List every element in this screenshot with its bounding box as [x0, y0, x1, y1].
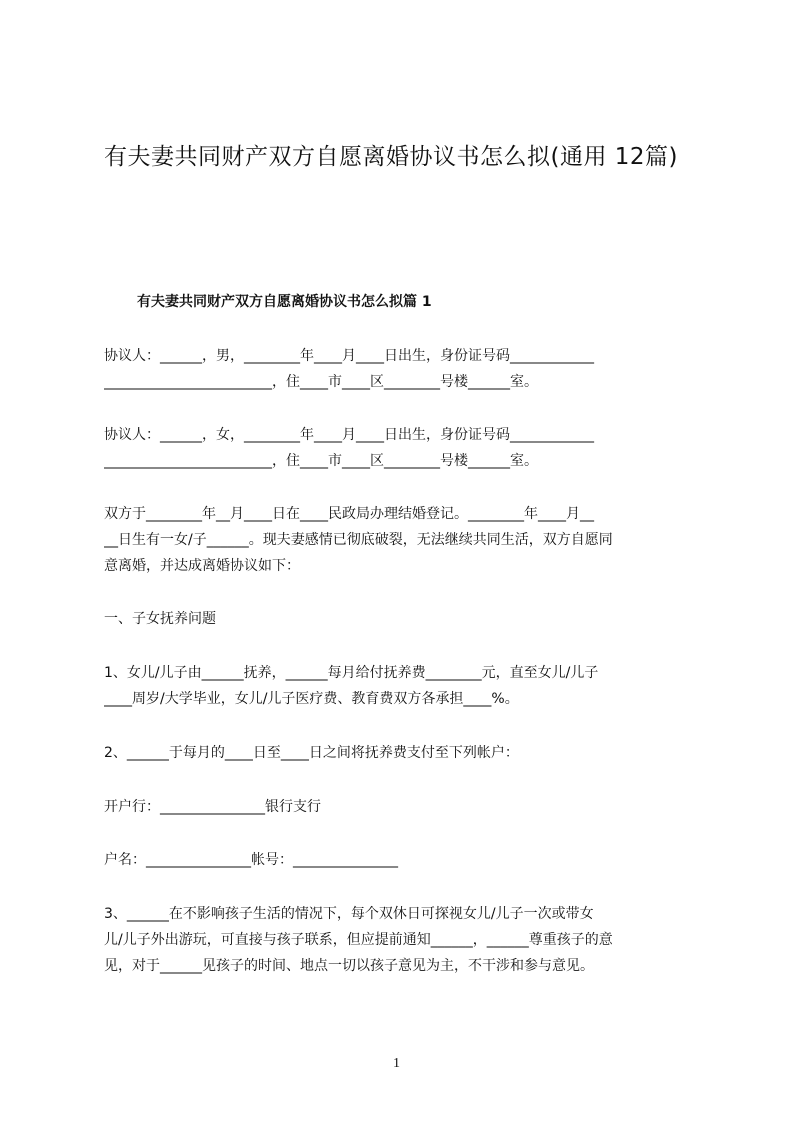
- paragraph-line: 见，对于______见孩子的时间、地点一切以孩子意见为主，不干涉和参与意见。: [104, 958, 594, 974]
- paragraph-line: 3、______在不影响孩子生活的情况下，每个双休日可探视女儿/儿子一次或带女: [104, 906, 594, 922]
- paragraph-line: ________________________，住____市____区________号楼______室。: [104, 453, 538, 469]
- paragraph-line: __日生有一女/子______。现夫妻感情已彻底破裂，无法继续共同生活，双方自愿同: [104, 532, 613, 548]
- paragraph-child-support-heading: [104, 606, 704, 632]
- paragraph-account-info: [104, 847, 704, 873]
- section-heading: 有夫妻共同财产双方自愿离婚协议书怎么拟篇 1: [137, 294, 432, 310]
- paragraph-marriage-info: [104, 501, 704, 579]
- paragraph-line: 双方于________年__月____日在____民政局办理结婚登记。________年____月__: [104, 506, 594, 522]
- paragraph-line: ________________________，住____市____区________号楼______室。: [104, 374, 538, 390]
- paragraph-clause-2: [104, 740, 704, 766]
- paragraph-line: 意离婚，并达成离婚协议如下：: [104, 558, 300, 574]
- paragraph-line: 1、女儿/儿子由______抚养，______每月给付抚养费________元，直至女儿/儿子: [104, 665, 599, 681]
- paragraph-line: ____周岁/大学毕业，女儿/儿子医疗费、教育费双方各承担____%。: [104, 691, 519, 707]
- paragraph-bank-name: [104, 794, 704, 820]
- paragraph-party-male: [104, 343, 704, 395]
- paragraph-line: 儿/儿子外出游玩，可直接与孩子联系，但应提前通知______，______尊重孩子的意: [104, 932, 613, 948]
- paragraph-clause-3: [104, 901, 704, 979]
- page-number: 1: [393, 1056, 400, 1071]
- document-title: 有夫妻共同财产双方自愿离婚协议书怎么拟(通用 12篇): [104, 144, 679, 170]
- paragraph-line: 2、______于每月的____日至____日之间将抚养费支付至下列帐户：: [104, 745, 519, 761]
- paragraph-line: 开户行：_______________银行支行: [104, 799, 321, 815]
- paragraph-clause-1: [104, 660, 704, 712]
- paragraph-line: 协议人：______，女，________年____月____日出生，身份证号码____________: [104, 427, 594, 443]
- paragraph-line: 协议人：______，男，________年____月____日出生，身份证号码____________: [104, 348, 594, 364]
- paragraph-line: 户名：_______________帐号：_______________: [104, 852, 398, 868]
- paragraph-line: 一、子女抚养问题: [104, 611, 216, 627]
- paragraph-party-female: [104, 422, 704, 474]
